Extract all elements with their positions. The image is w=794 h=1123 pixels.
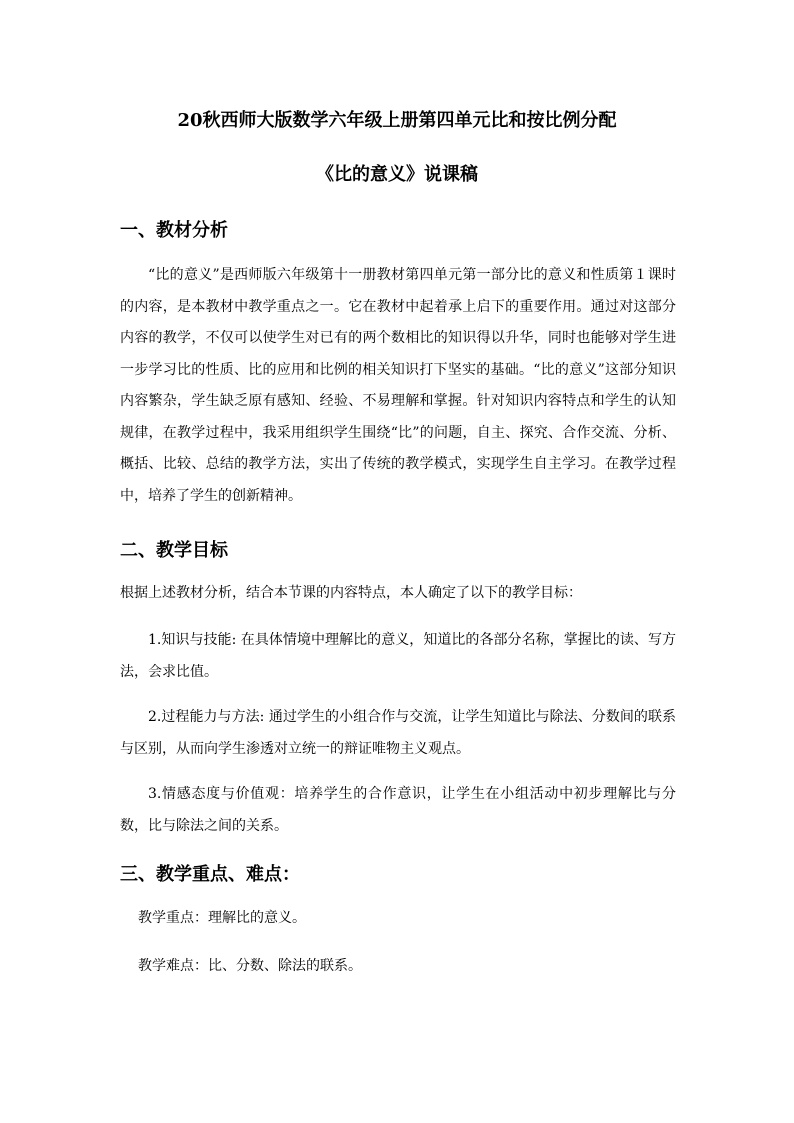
materials-paragraph: “比的意义”是西师版六年级第十一册教材第四单元第一部分比的意义和性质第１课时的内容，是本教材中教学重点之一。它在教材中起着承上启下的重要作用。通过对这部分内容的教学，不仅可以使学生对已有的两个数相比的知识得以升华，同时也能够对学生进一步学习比的性质、比的应用和比例的相关知识打下坚实的基础。“比的意义”这部分知识内容繁杂，学生缺乏原有感知、经验、不易理解和掌握。针对知识内容特点和学生的认知规律，在教学过程中，我采用组织学生围绕“比”的问题，自主、探究、合作交流、分析、概括、比较、总结的教学方法，实出了传统的教学模式，实现学生自主学习。在教学过程中，培养了学生的创新精神。 xyxy=(120,267,676,504)
section-heading-key-points: 三、教学重点、难点： xyxy=(120,864,300,885)
objective-item: 2.过程能力与方法: 通过学生的小组合作与交流，让学生知道比与除法、分数间的联系与区别，从而向学生渗透对立统一的辩证唯物主义观点。 xyxy=(120,709,676,757)
objective-item: 1.知识与技能: 在具体情境中理解比的意义，知道比的各部分名称，掌握比的读、写方法，会求比值。 xyxy=(120,632,676,680)
section-heading-objectives: 二、教学目标 xyxy=(120,540,228,561)
objectives-lead: 根据上述教材分析，结合本节课的内容特点，本人确定了以下的教学目标： xyxy=(120,585,582,601)
difficulty-point: 教学难点：比、分数、除法的联系。 xyxy=(138,958,362,974)
document-title: 20秋西师大版数学六年级上册第四单元比和按比例分配 xyxy=(177,110,617,131)
objective-item: 3.情感态度与价值观：培养学生的合作意识，让学生在小组活动中初步理解比与分数，比与除法之间的关系。 xyxy=(120,786,676,834)
section-heading-materials: 一、教材分析 xyxy=(120,220,228,241)
document-subtitle: 《比的意义》说课稿 xyxy=(316,164,478,185)
key-point: 教学重点：理解比的意义。 xyxy=(138,910,306,926)
